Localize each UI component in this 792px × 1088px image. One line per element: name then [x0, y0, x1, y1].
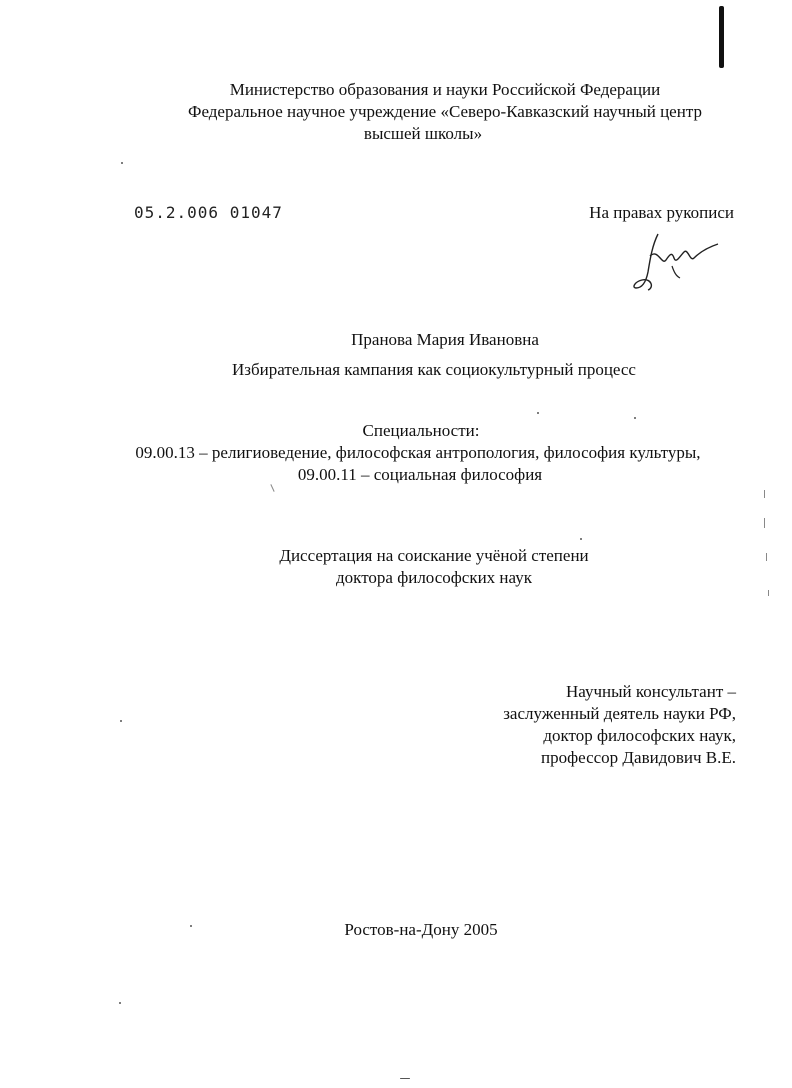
author-name: Пранова Мария Ивановна [351, 330, 539, 349]
scan-speck [120, 720, 122, 722]
specialty-line-2: 09.00.11 – социальная философия [297, 465, 543, 484]
consultant-line-3: доктор философских наук, [543, 726, 736, 745]
consultant-line-1: Научный консультант – [566, 682, 736, 701]
degree-line-2: доктора философских наук [336, 568, 532, 587]
scan-artifact-bar [719, 6, 724, 68]
scan-speck [119, 1002, 121, 1004]
scan-speck [580, 538, 582, 540]
scan-tick [764, 518, 765, 528]
scan-tick [270, 484, 274, 492]
scan-speck [121, 162, 123, 164]
institution-heading-line2: высшей школы» [363, 124, 483, 143]
specialty-line-1: 09.00.13 – религиоведение, философская антропология, философия культуры, [135, 443, 701, 462]
ministry-heading: Министерство образования и науки Российской Федерации [229, 80, 661, 99]
scan-tick [764, 490, 765, 498]
city-year: Ростов-на-Дону 2005 [344, 920, 498, 939]
scan-speck [400, 1078, 410, 1079]
consultant-line-4: профессор Давидович В.Е. [541, 748, 736, 767]
specialties-heading: Специальности: [362, 421, 480, 440]
dissertation-title: Избирательная кампания как социокультурный процесс [232, 360, 636, 379]
institution-heading-line1: Федеральное научное учреждение «Северо-Кавказский научный центр [188, 102, 702, 121]
degree-line-1: Диссертация на соискание учёной степени [279, 546, 589, 565]
consultant-line-2: заслуженный деятель науки РФ, [503, 704, 736, 723]
signature-icon [628, 226, 728, 296]
scan-tick [768, 590, 769, 596]
scan-speck [634, 417, 636, 419]
registration-stamp: 05.2.006 01047 [134, 203, 283, 222]
scan-speck [537, 412, 539, 414]
manuscript-note: На правах рукописи [589, 203, 734, 222]
